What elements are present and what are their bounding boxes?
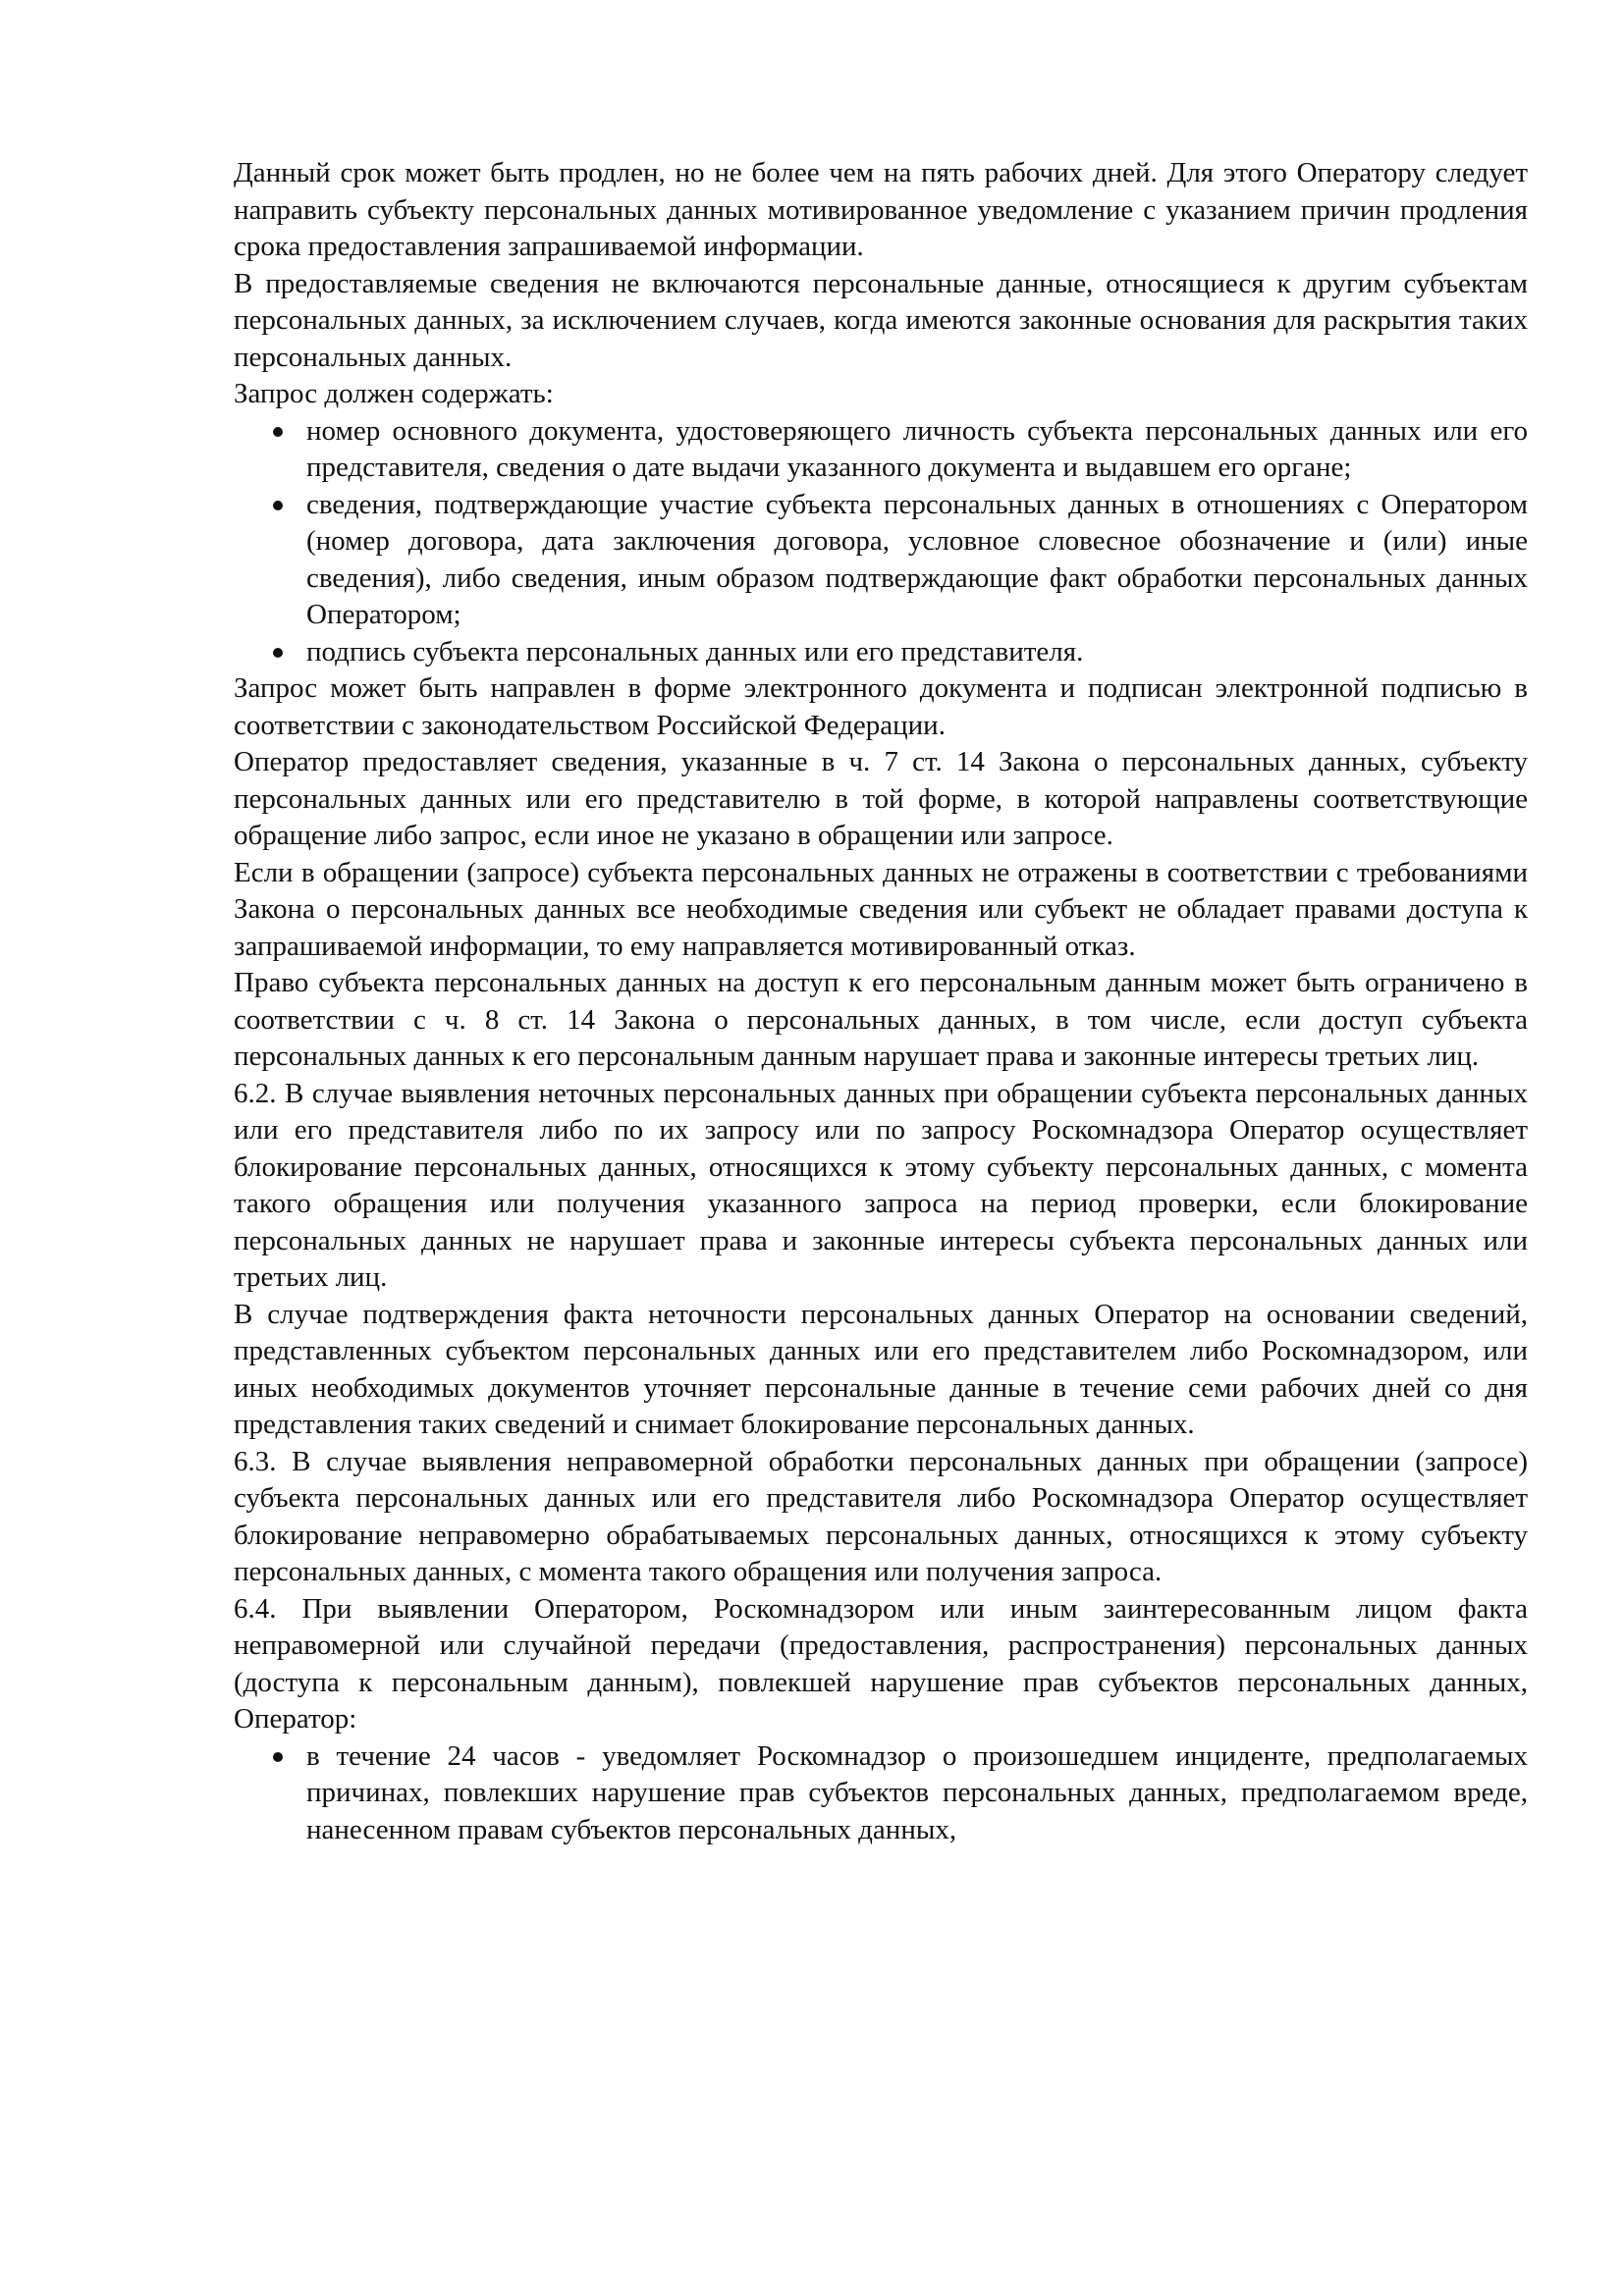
paragraph-excluded-data: В предоставляемые сведения не включаются персональные данные, относящиеся к другим субъектам персональных данных, за исключением случаев, когда имеются законные основания для раскрытия таких персональных данных. <box>234 267 1528 373</box>
paragraph-refusal: Если в обращении (запросе) субъекта персональных данных не отражены в соответствии с требованиями Закона о персональных данных все необходимые сведения или субъект не обладает правами доступа к запрашиваемой информации, то ему направляется мотивированный отказ. <box>234 856 1528 962</box>
list-item <box>234 487 1528 634</box>
paragraph-section-6-4: 6.4. При выявлении Оператором, Роскомнадзором или иным заинтересованным лицом факта неправомерной или случайной передачи (предоставления, распространения) персональных данных (доступа к персональным данным), повлекшей нарушение прав субъектов персональных данных, Оператор: <box>234 1592 1528 1735</box>
list-item-text: в течение 24 часов - уведомляет Роскомнадзор о произошедшем инциденте, предполагаемых причинах, повлекших нарушение прав субъектов персональных данных, предполагаемом вреде, нанесенном правам субъектов персональных данных, <box>306 1739 1528 1845</box>
paragraph-electronic-request: Запрос может быть направлен в форме электронного документа и подписан электронной подписью в соответствии с законодательством Российской Федерации. <box>234 672 1528 741</box>
list-item-text: номер основного документа, удостоверяющего личность субъекта персональных данных или его представителя, сведения о дате выдачи указанного документа и выдавшем его органе; <box>306 414 1528 483</box>
list-item <box>234 1738 1528 1849</box>
paragraph-section-6-3: 6.3. В случае выявления неправомерной обработки персональных данных при обращении (запросе) субъекта персональных данных или его представителя либо Роскомнадзора Оператор осуществляет блокирование неправомерно обрабатываемых персональных данных, относящихся к этому субъекту персональных данных, с момента такого обращения или получения запроса. <box>234 1445 1528 1587</box>
paragraph-inaccuracy-confirmed: В случае подтверждения факта неточности персональных данных Оператор на основании сведений, представленных субъектом персональных данных или его представителем либо Роскомнадзором, или иных необходимых документов уточняет персональные данные в течение семи рабочих дней со дня представления таких сведений и снимает блокирование персональных данных. <box>234 1298 1528 1440</box>
list-item <box>234 634 1528 671</box>
request-requirements-list <box>234 413 1528 671</box>
paragraph-access-limit: Право субъекта персональных данных на доступ к его персональным данным может быть ограничено в соответствии с ч. 8 ст. 14 Закона о персональных данных, в том числе, если доступ субъекта персональных данных к его персональным данным нарушает права и законные интересы третьих лиц. <box>234 967 1528 1072</box>
paragraph-operator-provides: Оператор предоставляет сведения, указанные в ч. 7 ст. 14 Закона о персональных данных, субъекту персональных данных или его представителю в той форме, в которой направлены соответствующие обращение либо запрос, если иное не указано в обращении или запросе. <box>234 746 1528 851</box>
bullet-icon <box>273 1752 283 1762</box>
bullet-icon <box>273 648 283 658</box>
paragraph-section-6-2: 6.2. В случае выявления неточных персональных данных при обращении субъекта персональных данных или его представителя либо по их запросу или по запросу Роскомнадзора Оператор осуществляет блокирование персональных данных, относящихся к этому субъекту персональных данных, с момента такого обращения или получения указанного запроса на период проверки, если блокирование персональных данных не нарушает права и законные интересы субъекта персональных данных или третьих лиц. <box>234 1077 1528 1293</box>
list-item-text: сведения, подтверждающие участие субъекта персональных данных в отношениях с Оператором (номер договора, дата заключения договора, условное словесное обозначение и (или) иные сведения), либо сведения, иным образом подтверждающие факт обработки персональных данных Оператором; <box>306 488 1528 630</box>
incident-actions-list <box>234 1738 1528 1849</box>
bullet-icon <box>273 427 283 437</box>
bullet-icon <box>273 501 283 510</box>
list-item-text: подпись субъекта персональных данных или его представителя. <box>306 635 1084 667</box>
paragraph-request-contents: Запрос должен содержать: <box>234 378 554 409</box>
list-item <box>234 413 1528 487</box>
document-body <box>234 155 1528 1848</box>
paragraph-extension-term: Данный срок может быть продлен, но не более чем на пять рабочих дней. Для этого Оператору следует направить субъекту персональных данных мотивированное уведомление с указанием причин продления срока предоставления запрашиваемой информации. <box>234 157 1528 262</box>
